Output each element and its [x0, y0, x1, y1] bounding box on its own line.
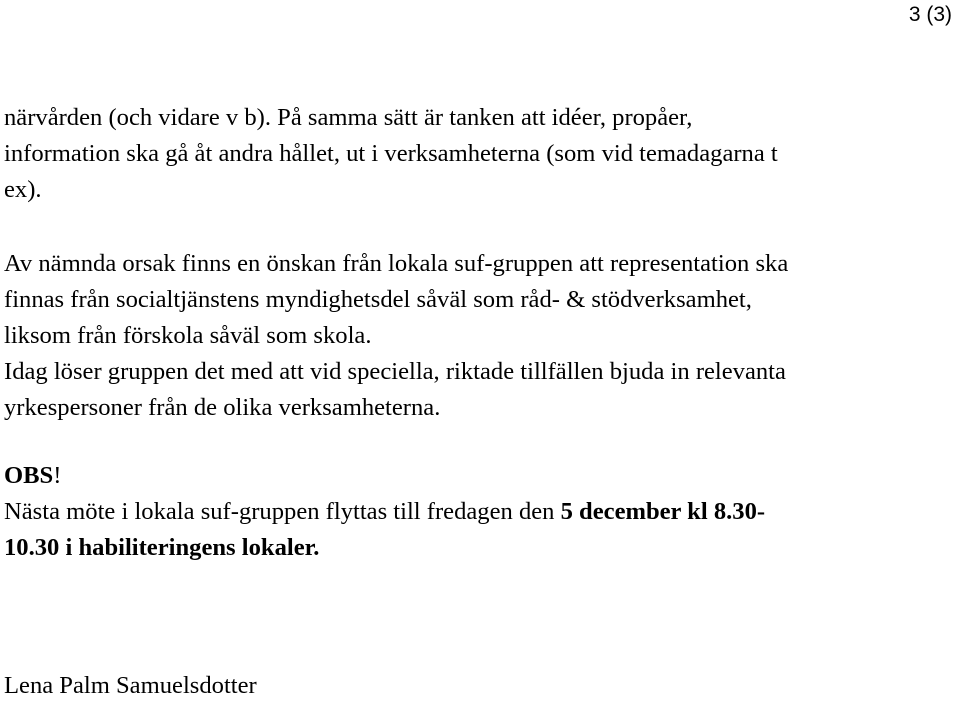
text-line: liksom från förskola såväl som skola. — [4, 322, 372, 349]
notice-line-2: 10.30 i habiliteringens lokaler. — [4, 534, 320, 561]
notice-block — [4, 458, 950, 566]
paragraph-representation — [4, 246, 950, 426]
notice-heading-bold: OBS — [4, 462, 54, 489]
text-line: närvården (och vidare v b). På samma sätt är tanken att idéer, propåer, — [4, 104, 693, 131]
notice-line-1 — [4, 494, 950, 530]
paragraph-intro — [4, 100, 950, 208]
text-line: finnas från socialtjänstens myndighetsdel såväl som råd- & stödverksamhet, — [4, 286, 752, 313]
text-line: information ska gå åt andra hållet, ut i verksamheterna (som vid temadagarna t — [4, 140, 778, 167]
notice-line-1-normal: Nästa möte i lokala suf-gruppen flyttas till fredagen den — [4, 498, 561, 525]
signature-name: Lena Palm Samuelsdotter — [4, 672, 257, 699]
signature — [4, 668, 950, 704]
text-line: Idag löser gruppen det med att vid speciella, riktade tillfällen bjuda in relevanta — [4, 358, 786, 385]
notice-heading — [4, 458, 950, 494]
text-line: Av nämnda orsak finns en önskan från lokala suf-gruppen att representation ska — [4, 250, 789, 277]
notice-heading-tail: ! — [53, 462, 62, 489]
notice-line-1-bold: 5 december kl 8.30- — [560, 498, 766, 525]
text-line: yrkespersoner från de olika verksamheterna. — [4, 394, 441, 421]
text-line: ex). — [4, 176, 42, 203]
page-number: 3 (3) — [908, 3, 952, 26]
